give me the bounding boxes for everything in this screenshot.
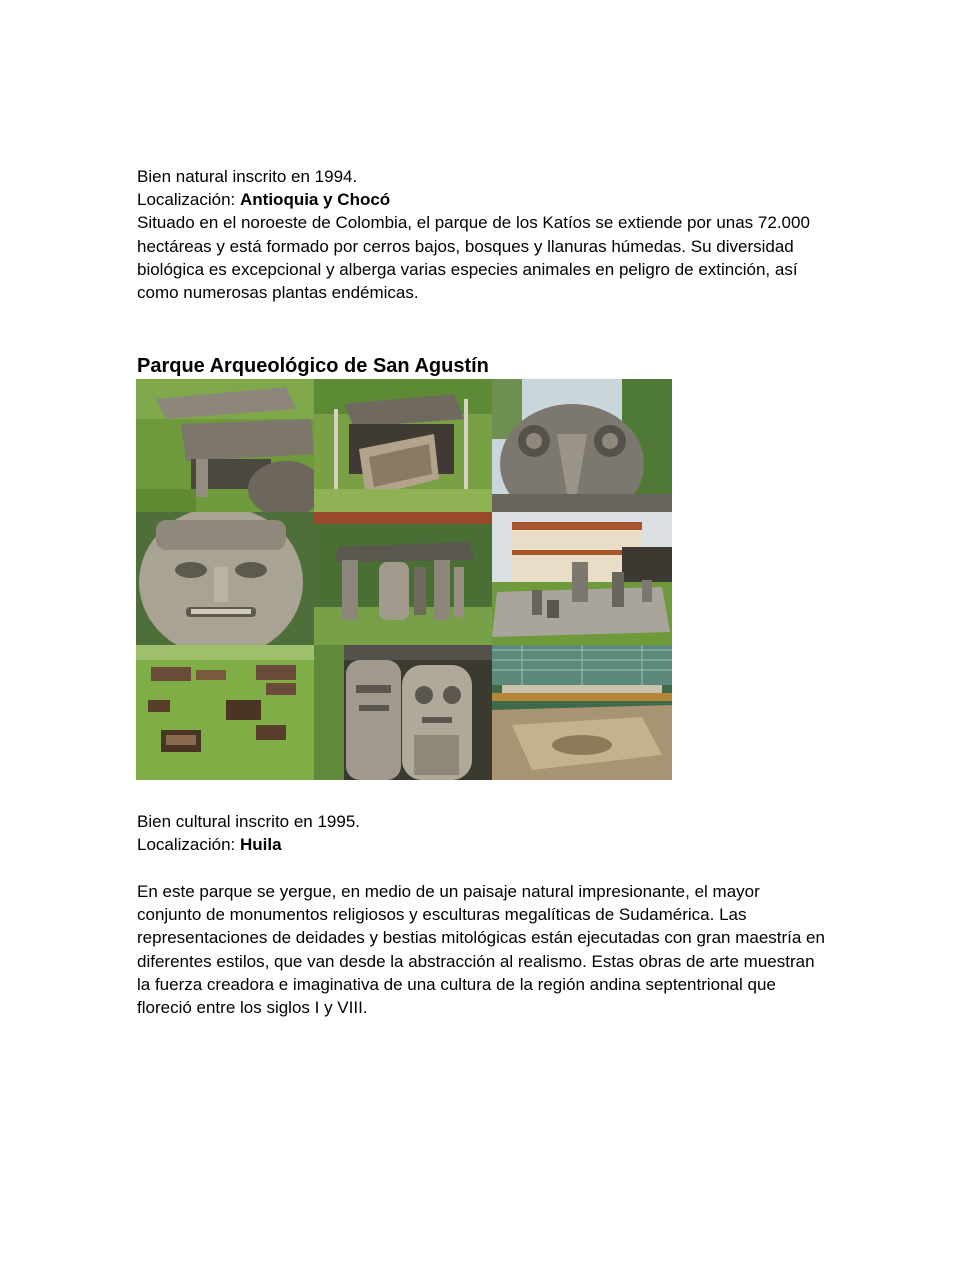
san-agustin-info bbox=[137, 810, 857, 856]
san-agustin-description bbox=[137, 880, 857, 1019]
san-agustin-description-line: En este parque se yergue, en medio de un paisaje natural impresionante, el mayor bbox=[137, 882, 760, 901]
san-agustin-location-value: Huila bbox=[240, 835, 282, 855]
katios-description-line: Situado en el noroeste de Colombia, el parque de los Katíos se extiende por unas 72.000 bbox=[137, 213, 810, 233]
san-agustin-description-line: conjunto de monumentos religiosos y esculturas megalíticas de Sudamérica. Las bbox=[137, 905, 747, 925]
photo-carved-face bbox=[136, 512, 314, 645]
san-agustin-location-label: Localización: bbox=[137, 835, 241, 855]
katios-section bbox=[137, 165, 857, 304]
katios-description-line: biológica es excepcional y alberga varias especies animales en peligro de extinción, así bbox=[137, 259, 798, 279]
katios-description-line: como numerosas plantas endémicas. bbox=[137, 283, 419, 303]
san-agustin-description-line: la fuerza creadora e imaginativa de una cultura de la región andina septentrional que bbox=[137, 974, 776, 994]
photo-stone-tomb-grass bbox=[136, 379, 314, 512]
photo-museum-statues bbox=[492, 512, 672, 645]
katios-description-line: hectáreas y está formado por cerros bajos, bosques y llanuras húmedas. Su diversidad bbox=[137, 236, 794, 256]
katios-location-label: Localización: bbox=[137, 190, 241, 210]
san-agustin-description-line: representaciones de deidades y bestias mitológicas están ejecutadas con gran maestría en bbox=[137, 928, 825, 948]
san-agustin-photo-collage bbox=[136, 379, 672, 780]
san-agustin-title: Parque Arqueológico de San Agustín bbox=[137, 355, 489, 377]
katios-location-value: Antioquia y Chocó bbox=[240, 190, 391, 210]
photo-covered-riverbed bbox=[492, 645, 672, 780]
katios-inscription: Bien natural inscrito en 1994. bbox=[137, 167, 358, 186]
san-agustin-description-line: diferentes estilos, que van desde la abstracción al realismo. Estas obras de arte muestran bbox=[137, 951, 815, 971]
photo-dolmen-statues bbox=[314, 512, 492, 645]
san-agustin-location bbox=[137, 833, 857, 856]
photo-bird-sculpture bbox=[492, 379, 672, 512]
photo-sarcophagus bbox=[314, 379, 492, 512]
photo-excavated-tombs bbox=[136, 645, 314, 780]
katios-location bbox=[137, 188, 857, 211]
photo-statues-closeup bbox=[314, 645, 492, 780]
san-agustin-inscription: Bien cultural inscrito en 1995. bbox=[137, 812, 361, 831]
san-agustin-description-line: floreció entre los siglos I y VIII. bbox=[137, 998, 368, 1018]
